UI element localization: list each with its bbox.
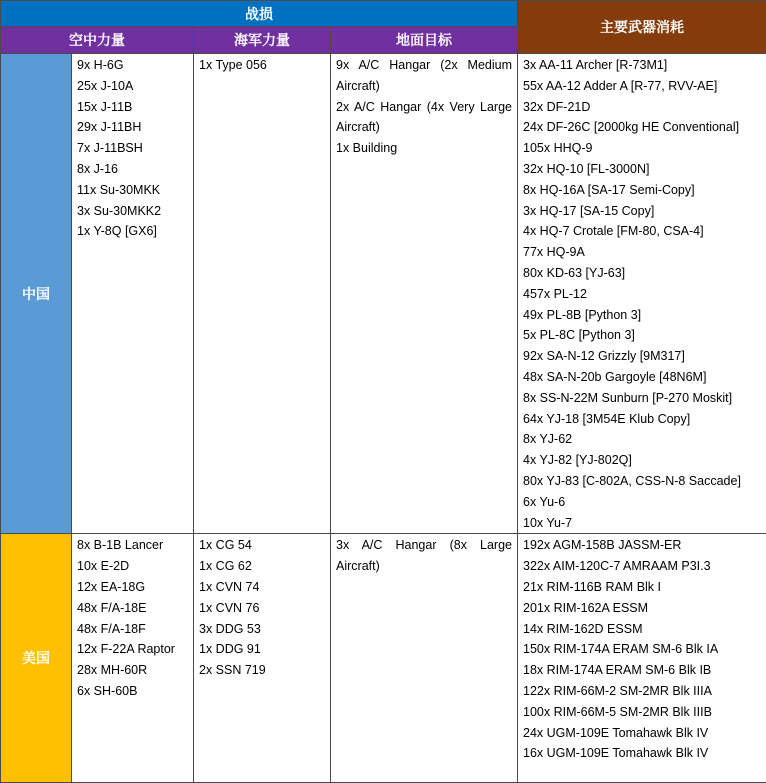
weapon-item: 32x HQ-10 [FL-3000N] [518, 159, 766, 180]
weapons-expended-header: 主要武器消耗 [518, 1, 766, 54]
ground-loss-item: 9x A/C Hangar (2x Medium Aircraft) [331, 55, 517, 97]
air-loss-item: 6x SH-60B [72, 681, 193, 702]
weapon-item: 122x RIM-66M-2 SM-2MR Blk IIIA [518, 681, 766, 702]
weapon-item: 24x UGM-109E Tomahawk Blk IV [518, 723, 766, 744]
weapon-item: 55x AA-12 Adder A [R-77, RVV-AE] [518, 76, 766, 97]
battle-damage-header: 战损 [1, 1, 518, 27]
weapon-item: 322x AIM-120C-7 AMRAAM P3I.3 [518, 556, 766, 577]
weapon-item: 105x HHQ-9 [518, 138, 766, 159]
air-forces-header: 空中力量 [1, 27, 194, 54]
naval-loss-item: 1x DDG 91 [194, 639, 330, 660]
air-loss-item: 10x E-2D [72, 556, 193, 577]
weapon-item: 48x SA-N-20b Gargoyle [48N6M] [518, 367, 766, 388]
weapon-item: 8x SS-N-22M Sunburn [P-270 Moskit] [518, 388, 766, 409]
weapon-item: 80x KD-63 [YJ-63] [518, 263, 766, 284]
weapon-item: 4x HQ-7 Crotale [FM-80, CSA-4] [518, 221, 766, 242]
weapon-item: 92x SA-N-12 Grizzly [9M317] [518, 346, 766, 367]
air-loss-item: 9x H-6G [72, 55, 193, 76]
air-loss-item: 12x EA-18G [72, 577, 193, 598]
usa-side-label: 美国 [1, 534, 72, 783]
air-loss-item: 11x Su-30MKK [72, 180, 193, 201]
usa-row [1, 534, 766, 783]
weapon-item: 6x Yu-6 [518, 492, 766, 513]
air-loss-item: 48x F/A-18F [72, 619, 193, 640]
air-loss-item: 29x J-11BH [72, 117, 193, 138]
weapon-item: 24x DF-26C [2000kg HE Conventional] [518, 117, 766, 138]
weapon-item: 201x RIM-162A ESSM [518, 598, 766, 619]
china-air-losses [72, 54, 194, 534]
naval-loss-item: 1x Type 056 [194, 55, 330, 76]
air-loss-item: 3x Su-30MKK2 [72, 201, 193, 222]
header-row-1 [1, 1, 766, 27]
weapon-item: 8x HQ-16A [SA-17 Semi-Copy] [518, 180, 766, 201]
weapon-item: 3x HQ-17 [SA-15 Copy] [518, 201, 766, 222]
weapon-item: 192x AGM-158B JASSM-ER [518, 535, 766, 556]
naval-loss-item: 1x CVN 76 [194, 598, 330, 619]
weapon-item: 3x AA-11 Archer [R-73M1] [518, 55, 766, 76]
weapon-item: 49x PL-8B [Python 3] [518, 305, 766, 326]
china-weapons-expended [518, 54, 766, 534]
air-loss-item: 12x F-22A Raptor [72, 639, 193, 660]
ground-loss-item: 1x Building [331, 138, 517, 159]
air-loss-item: 7x J-11BSH [72, 138, 193, 159]
weapon-item: 21x RIM-116B RAM Blk I [518, 577, 766, 598]
naval-loss-item: 1x CG 54 [194, 535, 330, 556]
weapon-item: 32x DF-21D [518, 97, 766, 118]
air-loss-item: 1x Y-8Q [GX6] [72, 221, 193, 242]
weapon-item: 77x HQ-9A [518, 242, 766, 263]
china-naval-losses [194, 54, 331, 534]
air-loss-item: 25x J-10A [72, 76, 193, 97]
usa-weapons-expended [518, 534, 766, 783]
naval-loss-item: 3x DDG 53 [194, 619, 330, 640]
weapon-item: 4x YJ-82 [YJ-802Q] [518, 450, 766, 471]
weapon-item: 64x YJ-18 [3M54E Klub Copy] [518, 409, 766, 430]
weapon-item: 80x YJ-83 [C-802A, CSS-N-8 Saccade] [518, 471, 766, 492]
ground-loss-item: 2x A/C Hangar (4x Very Large Aircraft) [331, 97, 517, 139]
usa-ground-losses [331, 534, 518, 783]
weapon-item: 16x UGM-109E Tomahawk Blk IV [518, 743, 766, 764]
weapon-item: 18x RIM-174A ERAM SM-6 Blk IB [518, 660, 766, 681]
ground-loss-item: 3x A/C Hangar (8x Large Aircraft) [331, 535, 517, 577]
weapon-item: 150x RIM-174A ERAM SM-6 Blk IA [518, 639, 766, 660]
weapon-item: 10x Yu-7 [518, 513, 766, 534]
air-loss-item: 28x MH-60R [72, 660, 193, 681]
china-side-label: 中国 [1, 54, 72, 534]
usa-air-losses [72, 534, 194, 783]
naval-loss-item: 2x SSN 719 [194, 660, 330, 681]
air-loss-item: 8x J-16 [72, 159, 193, 180]
air-loss-item: 8x B-1B Lancer [72, 535, 193, 556]
ground-targets-header: 地面目标 [331, 27, 518, 54]
china-row [1, 54, 766, 534]
weapon-item: 5x PL-8C [Python 3] [518, 325, 766, 346]
weapon-item: 14x RIM-162D ESSM [518, 619, 766, 640]
naval-loss-item: 1x CG 62 [194, 556, 330, 577]
usa-naval-losses [194, 534, 331, 783]
naval-forces-header: 海军力量 [194, 27, 331, 54]
naval-loss-item: 1x CVN 74 [194, 577, 330, 598]
air-loss-item: 15x J-11B [72, 97, 193, 118]
air-loss-item: 48x F/A-18E [72, 598, 193, 619]
weapon-item: 457x PL-12 [518, 284, 766, 305]
weapon-item: 8x YJ-62 [518, 429, 766, 450]
china-ground-losses [331, 54, 518, 534]
weapon-item: 100x RIM-66M-5 SM-2MR Blk IIIB [518, 702, 766, 723]
